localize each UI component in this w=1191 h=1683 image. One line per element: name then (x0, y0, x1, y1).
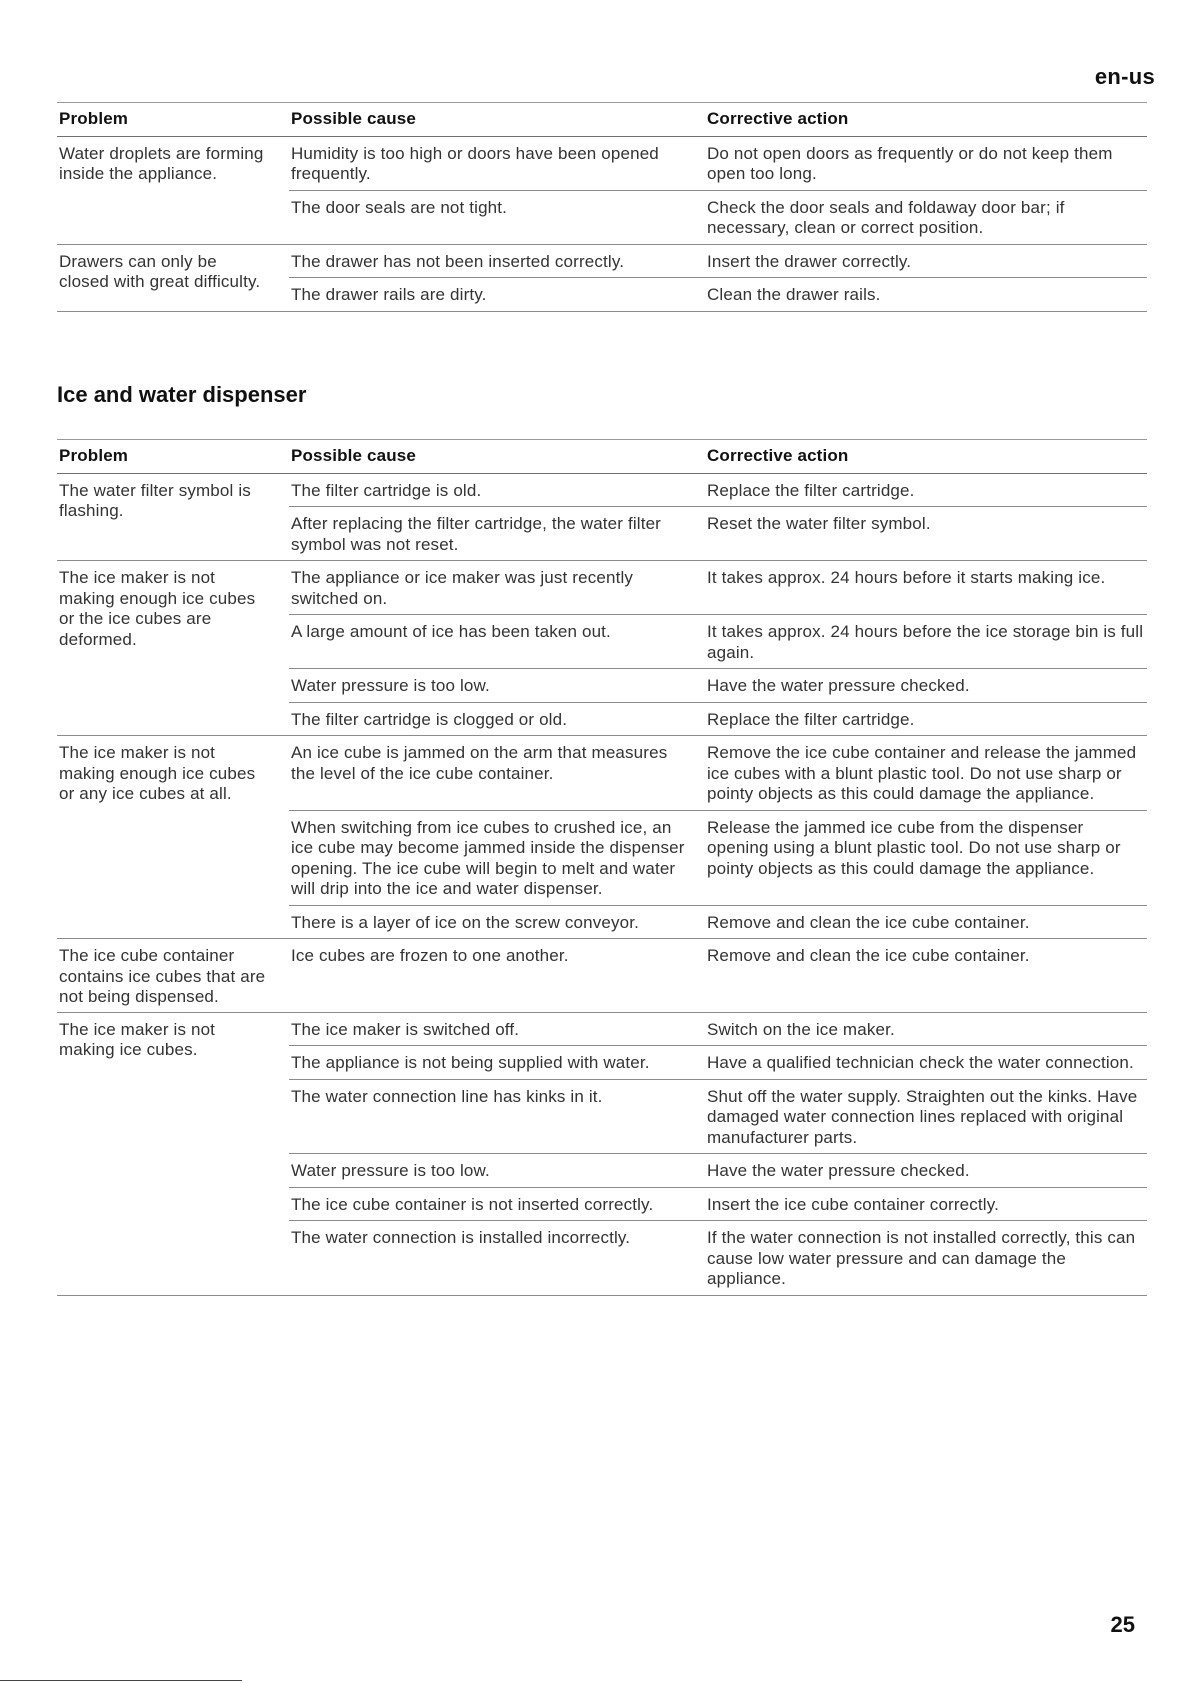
column-gap (275, 1013, 289, 1047)
column-gap (693, 1221, 705, 1296)
column-gap (275, 1221, 289, 1296)
header-possible-cause: Possible cause (289, 102, 693, 137)
column-gap (275, 703, 289, 737)
action-cell: Replace the filter cartridge. (705, 474, 1147, 508)
cause-cell: The ice maker is switched off. (289, 1013, 693, 1047)
action-cell: Remove and clean the ice cube container. (705, 939, 1147, 1013)
column-gap (275, 1154, 289, 1188)
header-problem: Problem (57, 102, 275, 137)
cause-cell: The filter cartridge is clogged or old. (289, 703, 693, 737)
action-cell: Insert the ice cube container correctly. (705, 1188, 1147, 1222)
column-gap (275, 811, 289, 906)
column-gap (275, 137, 289, 191)
section-heading: Ice and water dispenser (57, 382, 307, 407)
problem-cell: The ice maker is not making enough ice cubes or the ice cubes are deformed. (57, 561, 275, 736)
column-gap (693, 939, 705, 1013)
problem-cell: The ice maker is not making ice cubes. (57, 1013, 275, 1296)
action-cell: Have a qualified technician check the water connection. (705, 1046, 1147, 1080)
column-gap (693, 811, 705, 906)
action-cell: Check the door seals and foldaway door bar; if necessary, clean or correct position. (705, 191, 1147, 245)
column-gap (693, 137, 705, 191)
problem-cell: The ice cube container contains ice cubes that are not being dispensed. (57, 939, 275, 1013)
cause-cell: Ice cubes are frozen to one another. (289, 939, 693, 1013)
cause-cell: When switching from ice cubes to crushed ice, an ice cube may become jammed inside the dispenser opening. The ice cube will begin to melt and water will drip into the ice and water dispenser. (289, 811, 693, 906)
column-gap (693, 278, 705, 312)
column-gap (275, 561, 289, 615)
cause-cell: The drawer has not been inserted correctly. (289, 245, 693, 279)
footer-rule (0, 1680, 242, 1681)
header-gap (693, 102, 705, 137)
column-gap (693, 669, 705, 703)
problem-cell: The water filter symbol is flashing. (57, 474, 275, 562)
column-gap (693, 736, 705, 811)
action-cell: Remove and clean the ice cube container. (705, 906, 1147, 940)
column-gap (275, 1188, 289, 1222)
column-gap (275, 1080, 289, 1155)
troubleshooting-table-ice-water (57, 439, 1147, 1296)
header-corrective-action: Corrective action (705, 439, 1147, 474)
action-cell: Do not open doors as frequently or do not keep them open too long. (705, 137, 1147, 191)
column-gap (693, 615, 705, 669)
column-gap (275, 245, 289, 279)
column-gap (693, 906, 705, 940)
column-gap (693, 703, 705, 737)
cause-cell: Water pressure is too low. (289, 1154, 693, 1188)
problem-cell: Drawers can only be closed with great difficulty. (57, 245, 275, 312)
column-gap (275, 474, 289, 508)
cause-cell: An ice cube is jammed on the arm that measures the level of the ice cube container. (289, 736, 693, 811)
action-cell: Have the water pressure checked. (705, 669, 1147, 703)
header-corrective-action: Corrective action (705, 102, 1147, 137)
action-cell: It takes approx. 24 hours before it starts making ice. (705, 561, 1147, 615)
cause-cell: The door seals are not tight. (289, 191, 693, 245)
column-gap (275, 615, 289, 669)
column-gap (275, 736, 289, 811)
action-cell: Reset the water filter symbol. (705, 507, 1147, 561)
cause-cell: A large amount of ice has been taken out. (289, 615, 693, 669)
action-cell: It takes approx. 24 hours before the ice storage bin is full again. (705, 615, 1147, 669)
action-cell: Switch on the ice maker. (705, 1013, 1147, 1047)
cause-cell: Humidity is too high or doors have been opened frequently. (289, 137, 693, 191)
cause-cell: The water connection is installed incorrectly. (289, 1221, 693, 1296)
column-gap (275, 278, 289, 312)
action-cell: Shut off the water supply. Straighten out the kinks. Have damaged water connection lines replaced with original manufacturer parts. (705, 1080, 1147, 1155)
column-gap (693, 191, 705, 245)
column-gap (693, 1013, 705, 1047)
cause-cell: There is a layer of ice on the screw conveyor. (289, 906, 693, 940)
header-gap (275, 102, 289, 137)
column-gap (693, 507, 705, 561)
troubleshooting-table-general (57, 102, 1147, 312)
header-gap (693, 439, 705, 474)
cause-cell: The water connection line has kinks in it. (289, 1080, 693, 1155)
cause-cell: The ice cube container is not inserted correctly. (289, 1188, 693, 1222)
problem-cell: Water droplets are forming inside the appliance. (57, 137, 275, 245)
action-cell: Release the jammed ice cube from the dispenser opening using a blunt plastic tool. Do not use sharp or pointy objects as this could damage the appliance. (705, 811, 1147, 906)
cause-cell: The appliance is not being supplied with water. (289, 1046, 693, 1080)
column-gap (275, 939, 289, 1013)
column-gap (275, 1046, 289, 1080)
page-number: 25 (1110, 1612, 1135, 1637)
header-gap (275, 439, 289, 474)
cause-cell: Water pressure is too low. (289, 669, 693, 703)
column-gap (693, 474, 705, 508)
column-gap (693, 1154, 705, 1188)
cause-cell: The filter cartridge is old. (289, 474, 693, 508)
action-cell: Insert the drawer correctly. (705, 245, 1147, 279)
action-cell: Replace the filter cartridge. (705, 703, 1147, 737)
action-cell: Have the water pressure checked. (705, 1154, 1147, 1188)
column-gap (693, 561, 705, 615)
header-problem: Problem (57, 439, 275, 474)
action-cell: Clean the drawer rails. (705, 278, 1147, 312)
column-gap (693, 1046, 705, 1080)
problem-cell: The ice maker is not making enough ice cubes or any ice cubes at all. (57, 736, 275, 939)
column-gap (275, 669, 289, 703)
language-code: en-us (1094, 64, 1155, 89)
column-gap (275, 906, 289, 940)
cause-cell: The drawer rails are dirty. (289, 278, 693, 312)
cause-cell: The appliance or ice maker was just recently switched on. (289, 561, 693, 615)
column-gap (275, 191, 289, 245)
column-gap (275, 507, 289, 561)
action-cell: Remove the ice cube container and release the jammed ice cubes with a blunt plastic tool. Do not use sharp or pointy objects as this could damage the appliance. (705, 736, 1147, 811)
column-gap (693, 245, 705, 279)
cause-cell: After replacing the filter cartridge, the water filter symbol was not reset. (289, 507, 693, 561)
action-cell: If the water connection is not installed correctly, this can cause low water pressure and can damage the appliance. (705, 1221, 1147, 1296)
column-gap (693, 1080, 705, 1155)
header-possible-cause: Possible cause (289, 439, 693, 474)
column-gap (693, 1188, 705, 1222)
